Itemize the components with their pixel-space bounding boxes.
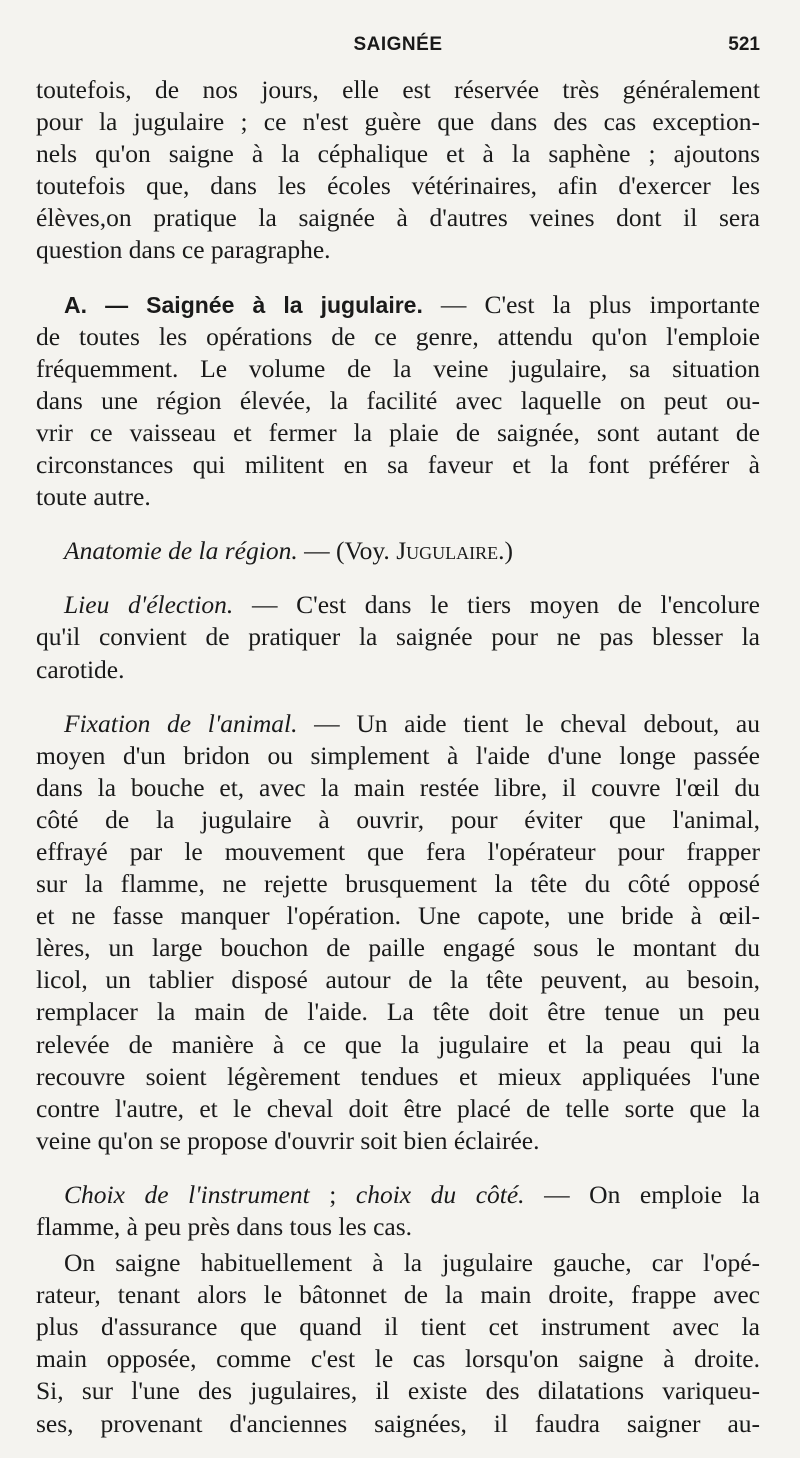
text-line: rateur, tenant alors le bâtonnet de la main droite, frappe avec (36, 1280, 760, 1310)
text-line: licol, un tablier disposé autour de la tête peuvent, au besoin, (36, 965, 760, 995)
subheading: Anatomie de la région. (64, 536, 298, 566)
anatomy-reference (36, 535, 760, 567)
text-line: élèves,on pratique la saignée à d'autres veines dont il sera (36, 203, 760, 233)
subheading: Choix de l'instrument (64, 1179, 310, 1209)
text-fragment: — C'est dans le tiers moyen de l'encolure (233, 590, 760, 620)
text-line: dans une région élevée, la facilité avec laquelle on peut ou- (36, 385, 760, 415)
text-line: toutefois, de nos jours, elle est réservée très généralement (36, 75, 760, 104)
cross-reference: Jugulaire (396, 536, 499, 566)
text-line: circonstances qui militent en sa faveur et la font préférer à (36, 450, 760, 480)
text-line: relevée de manière à ce que la jugulaire et la peau qui la (36, 1029, 760, 1059)
text-line: de toutes les opérations de ce genre, attendu qu'on l'emploie (36, 321, 760, 351)
text-line: pour la jugulaire ; ce n'est guère que dans des cas exception- (36, 107, 760, 137)
text-line: nels qu'on saigne à la céphalique et à la saphène ; ajoutons (36, 139, 760, 169)
text-line: carotide. (36, 654, 125, 684)
text-line: question dans ce paragraphe. (36, 235, 331, 265)
text-line (36, 535, 760, 567)
text-line: et ne fasse manquer l'opération. Une capote, une bride à œil- (36, 901, 760, 931)
text-line: plus d'assurance que quand il tient cet instrument avec la (36, 1312, 760, 1342)
text-line: toutefois que, dans les écoles vétérinaires, afin d'exercer les (36, 171, 760, 201)
text-line (36, 1179, 760, 1211)
text-line (36, 589, 760, 621)
text-line: contre l'autre, et le cheval doit être placé de telle sorte que la (36, 1093, 760, 1123)
page-header (36, 30, 760, 74)
fixation-animal (36, 708, 760, 1157)
text-line: côté de la jugulaire à ouvrir, pour éviter que l'animal, (36, 804, 760, 834)
subheading: choix du côté. (355, 1179, 525, 1209)
text-line: lères, un large bouchon de paille engagé sous le montant du (36, 933, 760, 963)
choix-instrument (36, 1179, 760, 1243)
text-fragment: — (Voy. (297, 536, 397, 566)
subheading: Lieu d'élection. (64, 590, 234, 620)
text-fragment: — C'est la plus importante (422, 289, 760, 319)
running-title: SAIGNÉE (353, 34, 443, 55)
text-line: toute autre. (36, 482, 151, 512)
section-a-jugulaire (36, 289, 760, 514)
text-line: Si, sur l'une des jugulaires, il existe des dilatations variqueu- (36, 1376, 760, 1406)
text-line: flamme, à peu près dans tous les cas. (36, 1212, 413, 1241)
text-line: ses, provenant d'anciennes saignées, il faudra saigner au- (36, 1408, 760, 1438)
text-line: remplacer la main de l'aide. La tête doit être tenue un peu (36, 997, 760, 1027)
text-line: moyen d'un bridon ou simplement à l'aide d'une longe passée (36, 740, 760, 770)
text-fragment: ; (309, 1179, 356, 1209)
text-line: main opposée, comme c'est le cas lorsqu'on saigne à droite. (36, 1344, 760, 1374)
text-fragment: — Un aide tient le cheval debout, au (297, 708, 761, 738)
body-text (36, 74, 760, 1440)
text-fragment: — On emploie la (524, 1179, 760, 1209)
text-line: recouvre soient légèrement tendues et mieux appliquées l'une (36, 1061, 760, 1091)
text-line: qu'il convient de pratiquer la saignée pour ne pas blesser la (36, 622, 760, 652)
text-line: vrir ce vaisseau et fermer la plaie de saignée, sont autant de (36, 417, 760, 447)
text-line: fréquemment. Le volume de la veine jugulaire, sa situation (36, 353, 760, 383)
text-line: sur la flamme, ne rejette brusquement la tête du côté opposé (36, 869, 760, 899)
section-heading: A. — Saignée à la jugulaire. (64, 291, 423, 318)
text-line (36, 708, 760, 740)
text-line: effrayé par le mouvement que fera l'opérateur pour frapper (36, 836, 760, 866)
text-line: veine qu'on se propose d'ouvrir soit bien éclairée. (36, 1125, 540, 1155)
text-line: On saigne habituellement à la jugulaire gauche, car l'opé- (64, 1248, 760, 1278)
subheading: Fixation de l'animal. (64, 708, 298, 738)
paragraph-continuation (36, 74, 760, 267)
text-line (36, 289, 760, 321)
text-fragment: .) (498, 536, 513, 566)
choix-cote (36, 1247, 760, 1440)
page-number: 521 (728, 34, 760, 55)
lieu-election (36, 589, 760, 685)
text-line: dans la bouche et, avec la main restée libre, il couvre l'œil du (36, 772, 760, 802)
